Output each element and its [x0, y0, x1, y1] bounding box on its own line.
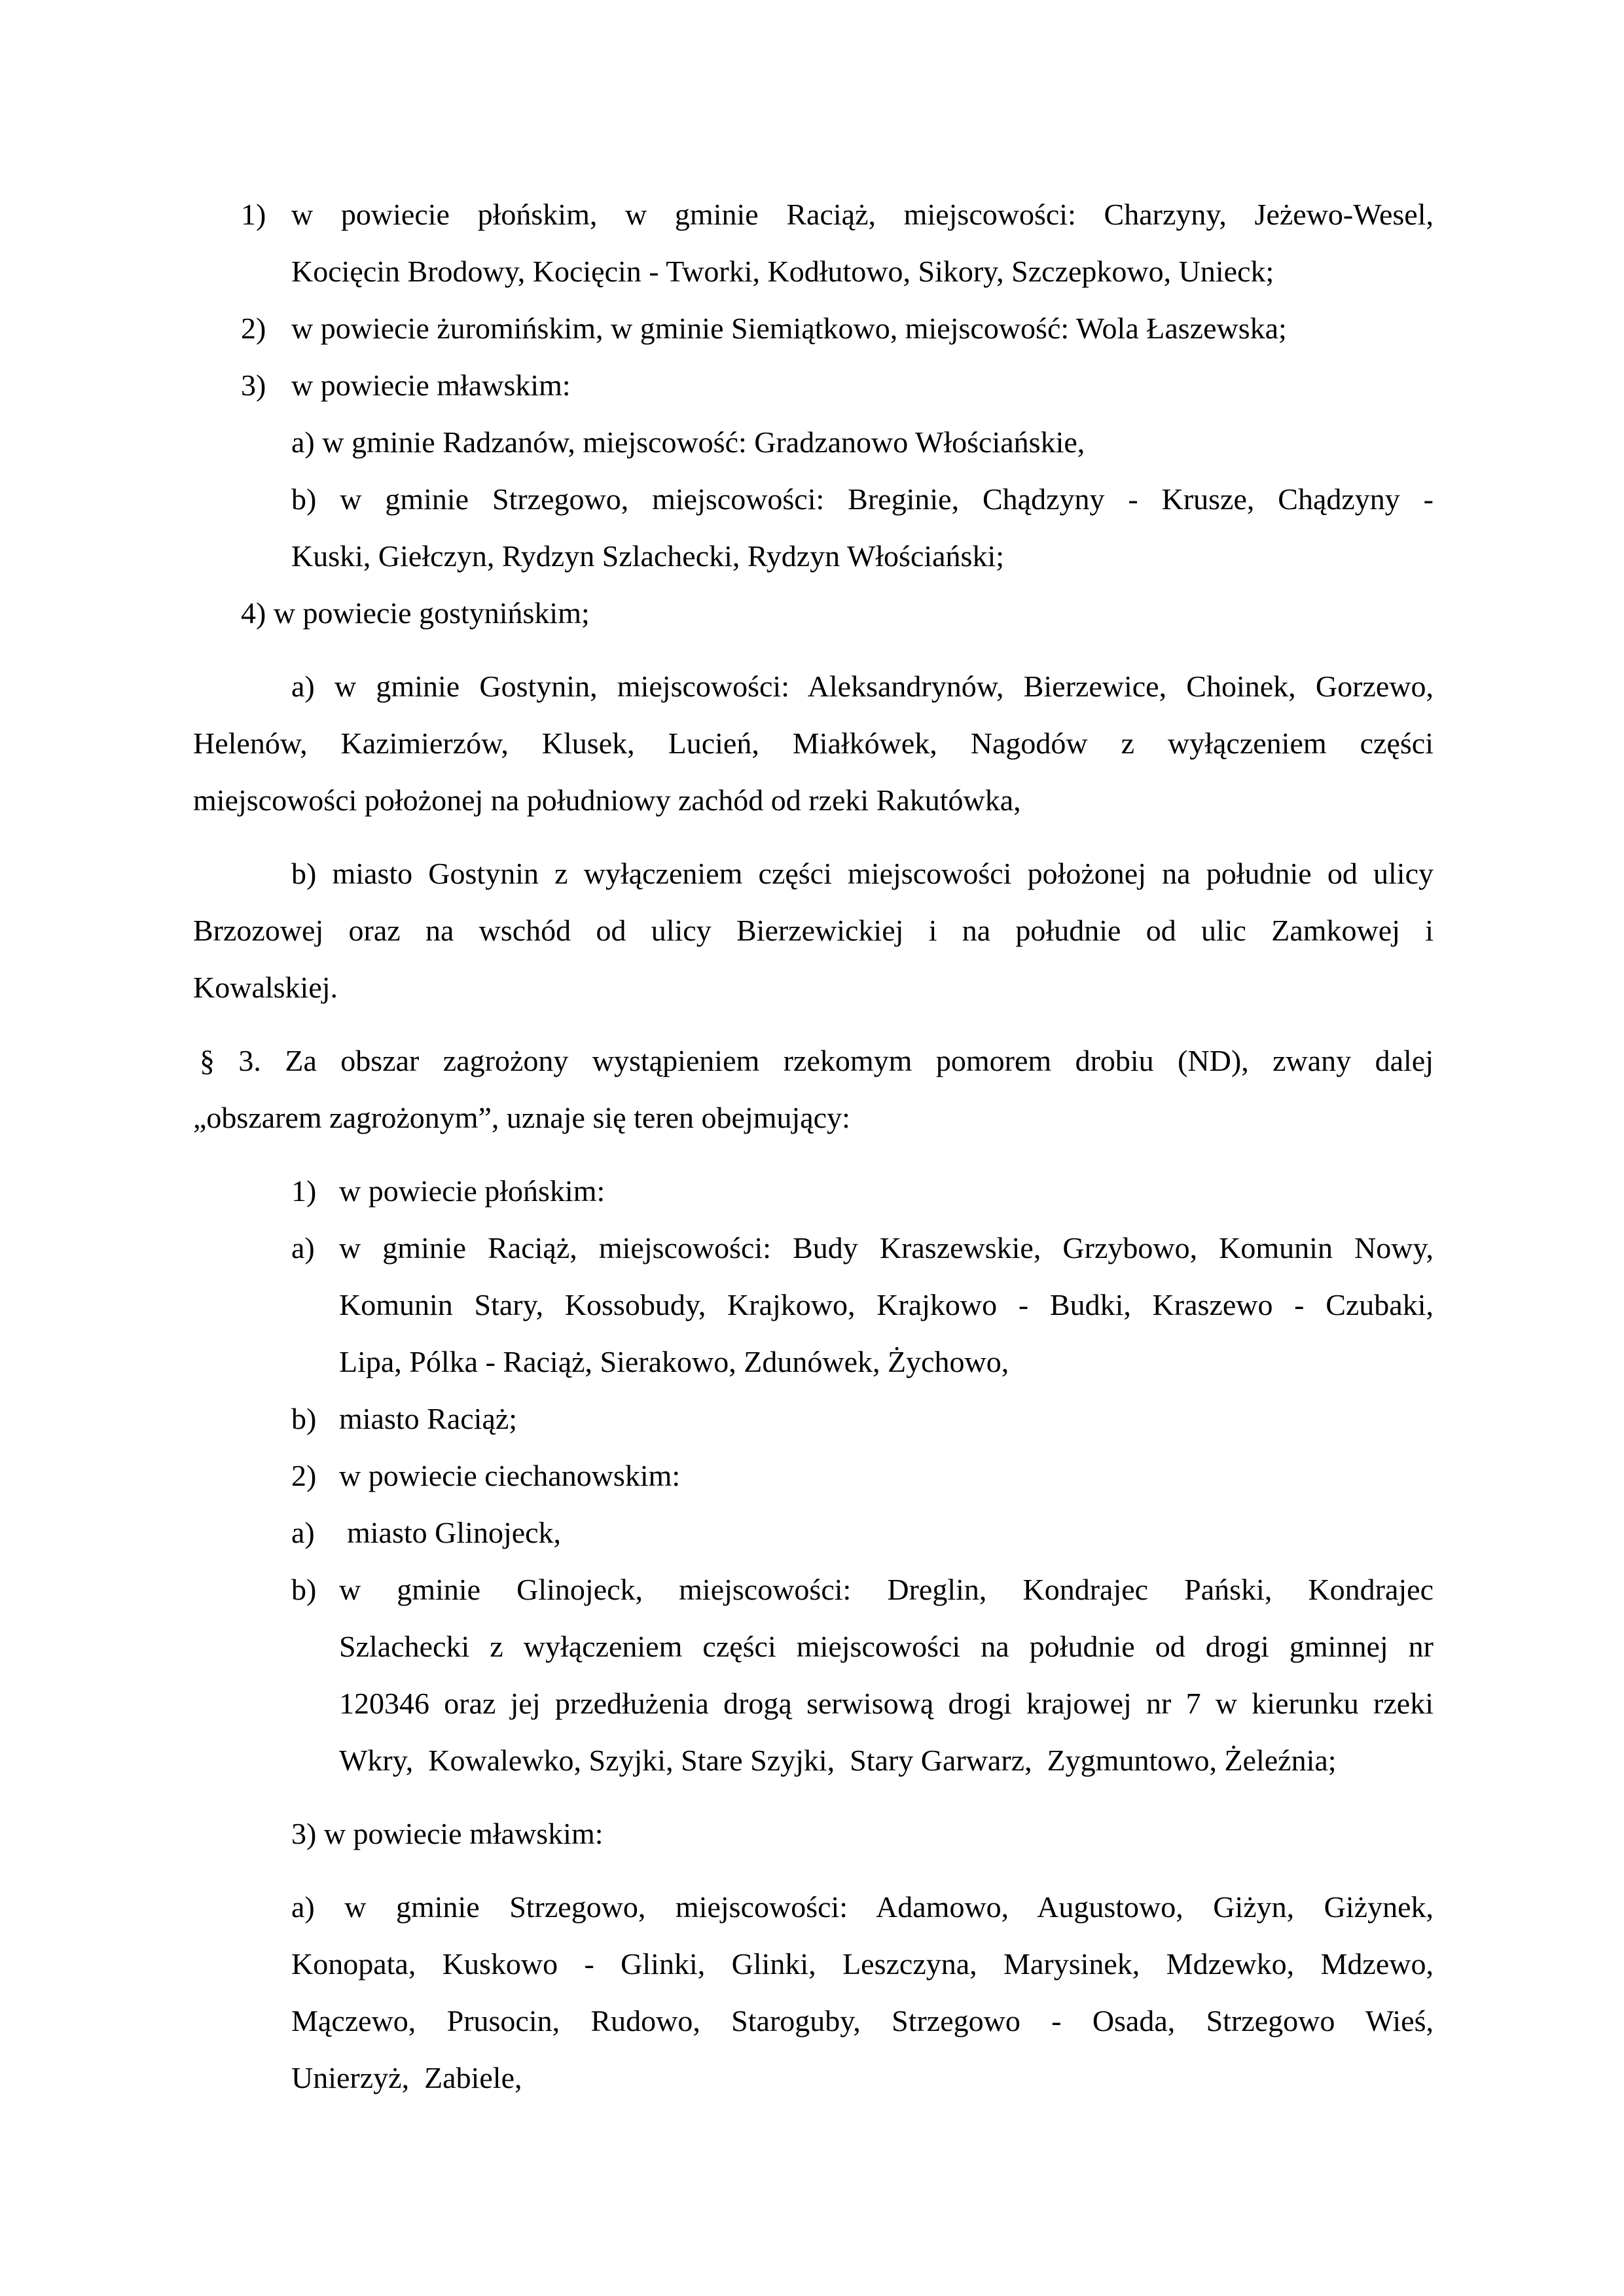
list-number: 2) [241, 312, 266, 345]
list-item-text: w powiecie płońskim: [339, 1174, 605, 1208]
sub-item-text: Konopata, Kuskowo - Glinki, Glinki, Leszczyna, Marysinek, Mdzewko, Mdzewo, [291, 1947, 1434, 1981]
section-heading-line: „obszarem zagrożonym”, uznaje się teren obejmujący: [193, 1101, 850, 1134]
section-heading-line: § 3. Za obszar zagrożony wystąpieniem rzekomym pomorem drobiu (ND), zwany dalej [200, 1044, 1434, 1077]
sub-item-text: Komunin Stary, Kossobudy, Krajkowo, Krajkowo - Budki, Kraszewo - Czubaki, [339, 1288, 1434, 1321]
paragraph-line: Helenów, Kazimierzów, Klusek, Lucień, Miałkówek, Nagodów z wyłączeniem części [193, 726, 1434, 760]
sub-item-text: w gminie Raciąż, miejscowości: Budy Kraszewskie, Grzybowo, Komunin Nowy, [339, 1231, 1434, 1265]
list-item-text: w powiecie płońskim, w gminie Raciąż, miejscowości: Charzyny, Jeżewo-Wesel, [291, 198, 1434, 231]
sub-item-text: w gminie Glinojeck, miejscowości: Dreglin, Kondrajec Pański, Kondrajec [339, 1573, 1434, 1606]
list-number: 2) [291, 1459, 317, 1492]
sub-item-text: b) w gminie Strzegowo, miejscowości: Breginie, Chądzyny - Krusze, Chądzyny - [291, 482, 1434, 516]
list-number: 1) [291, 1174, 317, 1208]
sub-item-text: Mączewo, Prusocin, Rudowo, Staroguby, Strzegowo - Osada, Strzegowo Wieś, [291, 2004, 1434, 2037]
list-item-text: 3) w powiecie mławskim: [291, 1817, 604, 1850]
sub-item-label: b) [291, 1573, 317, 1606]
paragraph-line: Brzozowej oraz na wschód od ulicy Bierzewickiej i na południe od ulic Zamkowej i [193, 914, 1434, 947]
sub-item-text: Szlachecki z wyłączeniem części miejscowości na południe od drogi gminnej nr [339, 1630, 1434, 1663]
sub-item-label: a) [291, 1231, 315, 1265]
sub-item-text: Wkry, Kowalewko, Szyjki, Stare Szyjki, Stary Garwarz, Zygmuntowo, Żeleźnia; [339, 1744, 1337, 1777]
paragraph-line: miejscowości położonej na południowy zachód od rzeki Rakutówka, [193, 783, 1021, 817]
list-number: 3) [241, 368, 266, 402]
paragraph-line: Kowalskiej. [193, 971, 338, 1004]
paragraph-line: a) w gminie Gostynin, miejscowości: Aleksandrynów, Bierzewice, Choinek, Gorzewo, [291, 670, 1434, 703]
list-item-text: w powiecie mławskim: [291, 368, 571, 402]
sub-item-text: a) w gminie Strzegowo, miejscowości: Adamowo, Augustowo, Giżyn, Giżynek, [291, 1890, 1434, 1924]
sub-item-text: a) w gminie Radzanów, miejscowość: Gradzanowo Włościańskie, [291, 425, 1085, 459]
list-item-text: w powiecie żuromińskim, w gminie Siemiątkowo, miejscowość: Wola Łaszewska; [291, 312, 1287, 345]
sub-item-text: miasto Raciąż; [339, 1402, 518, 1435]
sub-item-label: b) [291, 1402, 317, 1435]
sub-item-text: Unierzyż, Zabiele, [291, 2061, 522, 2094]
sub-item-text: Lipa, Pólka - Raciąż, Sierakowo, Zdunówek, Żychowo, [339, 1345, 1009, 1378]
list-number: 1) [241, 198, 266, 231]
list-item-text: w powiecie ciechanowskim: [339, 1459, 681, 1492]
paragraph-line: b) miasto Gostynin z wyłączeniem części miejscowości położonej na południe od ulicy [291, 857, 1434, 890]
sub-item-text: miasto Glinojeck, [347, 1516, 562, 1549]
sub-item-text: 120346 oraz jej przedłużenia drogą serwisową drogi krajowej nr 7 w kierunku rzeki [339, 1687, 1434, 1720]
sub-item-label: a) [291, 1516, 315, 1549]
list-item-text: 4) w powiecie gostynińskim; [241, 596, 590, 630]
sub-item-text: Kuski, Giełczyn, Rydzyn Szlachecki, Rydzyn Włościański; [291, 539, 1005, 573]
list-item-text: Kocięcin Brodowy, Kocięcin - Tworki, Kodłutowo, Sikory, Szczepkowo, Unieck; [291, 255, 1274, 288]
